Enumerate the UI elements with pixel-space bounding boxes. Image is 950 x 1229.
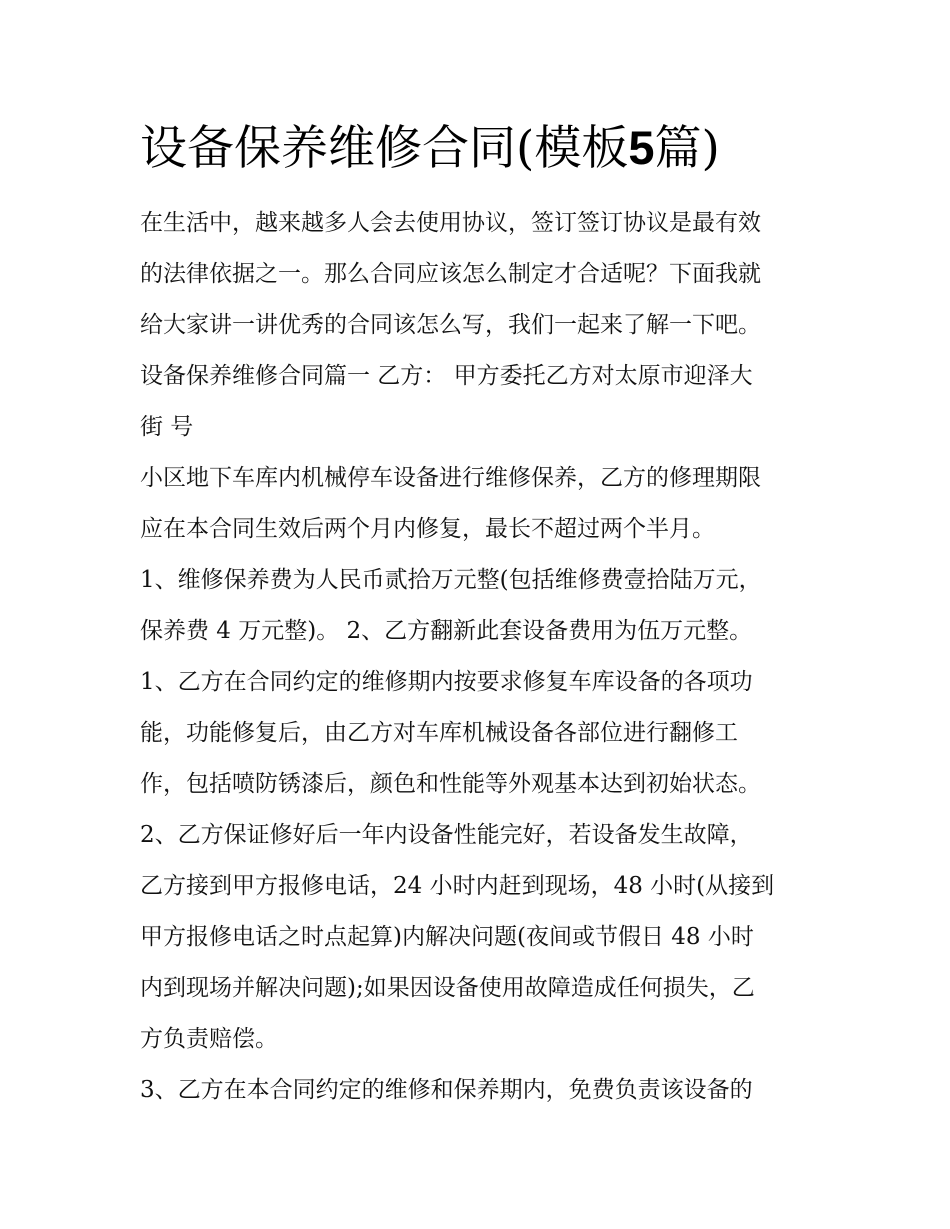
title-number: 5 bbox=[628, 121, 655, 174]
body-line: 2、乙方保证修好后一年内设备性能完好，若设备发生故障， bbox=[140, 822, 753, 848]
document-body bbox=[140, 204, 820, 1122]
title-suffix: 篇) bbox=[654, 121, 720, 176]
title-prefix: 设备保养维修合同(模板 bbox=[140, 121, 629, 176]
body-line: 在生活中，越来越多人会去使用协议，签订签订协议是最有效 bbox=[140, 210, 761, 236]
body-line: 应在本合同生效后两个月内修复，最长不超过两个半月。 bbox=[140, 516, 715, 542]
document-title bbox=[140, 118, 860, 179]
body-line: 内到现场并解决问题);如果因设备使用故障造成任何损失，乙 bbox=[140, 975, 755, 1001]
body-line: 设备保养维修合同篇一 乙方： 甲方委托乙方对太原市迎泽大 bbox=[140, 363, 753, 389]
body-line: 1、乙方在合同约定的维修期内按要求修复车库设备的各项功 bbox=[140, 669, 753, 695]
body-line: 3、乙方在本合同约定的维修和保养期内，免费负责该设备的 bbox=[140, 1077, 753, 1103]
body-line: 甲方报修电话之时点起算)内解决问题(夜间或节假日 48 小时 bbox=[140, 924, 754, 950]
body-line: 小区地下车库内机械停车设备进行维修保养，乙方的修理期限 bbox=[140, 465, 761, 491]
body-line: 乙方接到甲方报修电话，24 小时内赶到现场，48 小时(从接到 bbox=[140, 873, 775, 899]
body-line: 保养费 4 万元整)。 2、乙方翻新此套设备费用为伍万元整。 bbox=[140, 618, 753, 644]
body-line: 街 号 bbox=[140, 414, 194, 440]
body-line: 能，功能修复后，由乙方对车库机械设备各部位进行翻修工 bbox=[140, 720, 738, 746]
body-line: 给大家讲一讲优秀的合同该怎么写，我们一起来了解一下吧。 bbox=[140, 312, 761, 338]
body-line: 的法律依据之一。那么合同应该怎么制定才合适呢？下面我就 bbox=[140, 261, 761, 287]
body-line: 1、维修保养费为人民币贰拾万元整(包括维修费壹拾陆万元， bbox=[140, 567, 762, 593]
body-line: 作，包括喷防锈漆后，颜色和性能等外观基本达到初始状态。 bbox=[140, 771, 761, 797]
body-line: 方负责赔偿。 bbox=[140, 1026, 278, 1052]
